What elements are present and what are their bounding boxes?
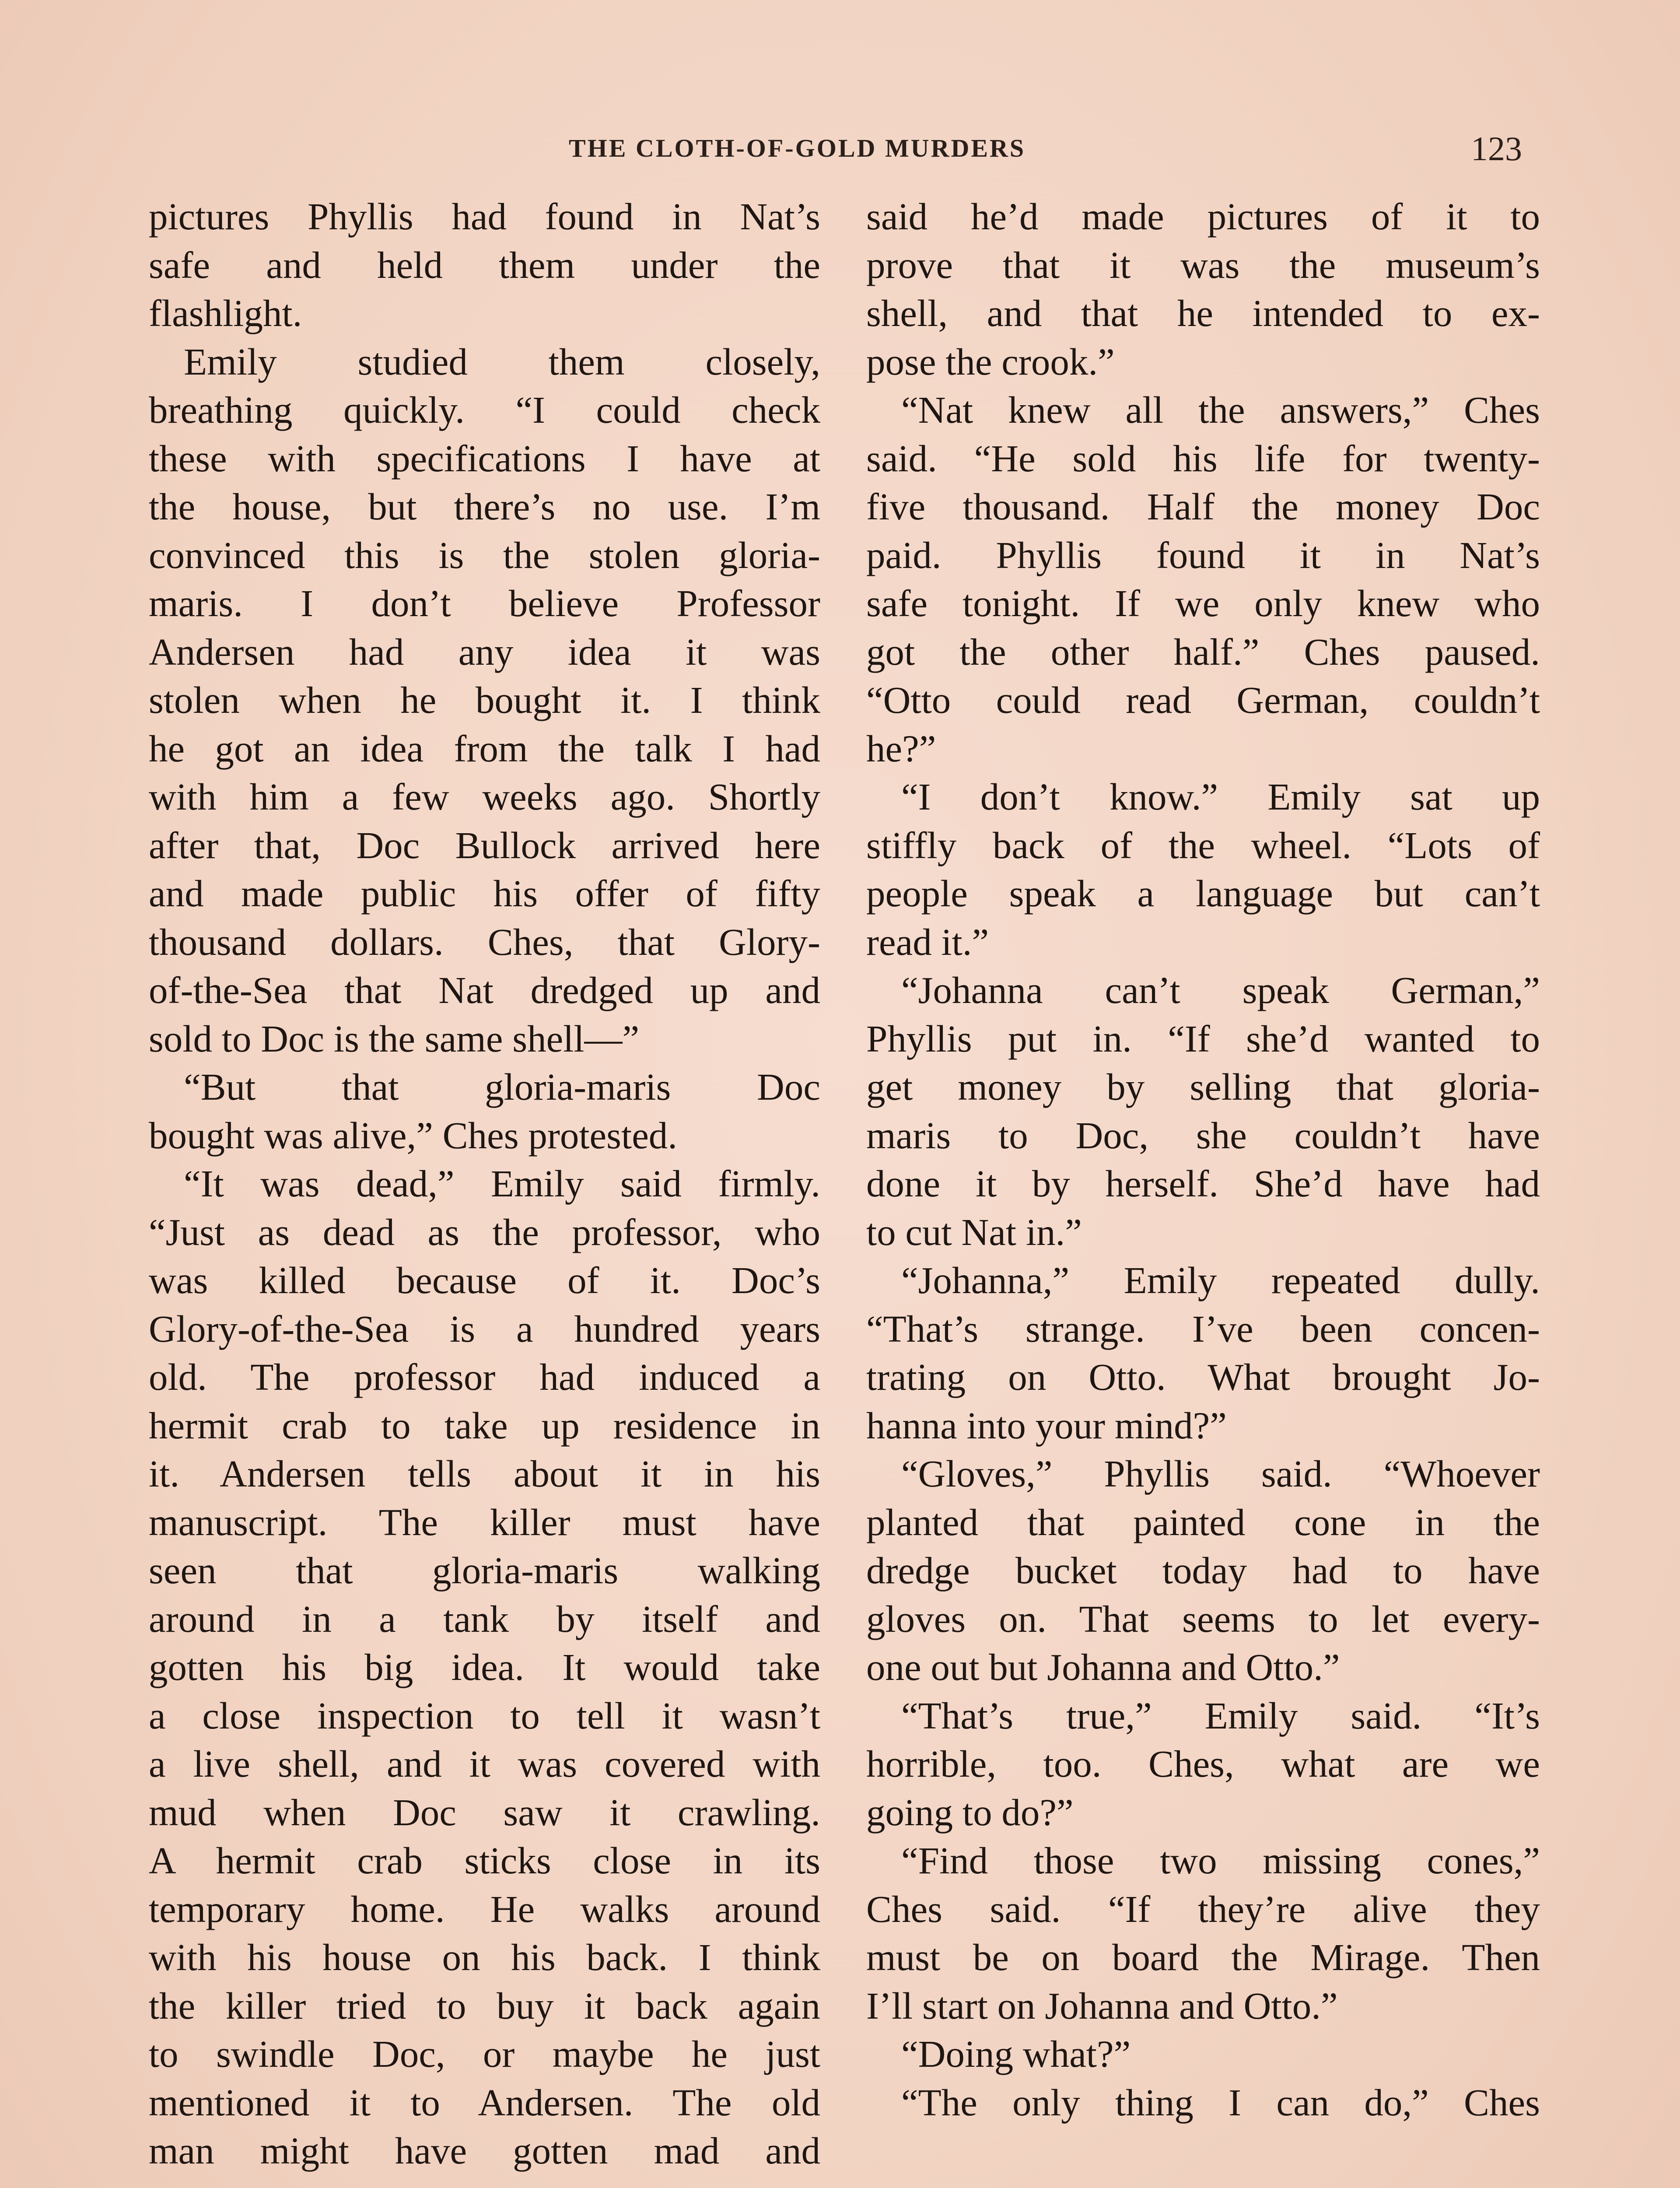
text-line: breathing quickly. “I could check — [149, 389, 820, 431]
text-line: after that, Doc Bullock arrived here — [149, 824, 820, 866]
text-line: horrible, too. Ches, what are we — [866, 1743, 1540, 1785]
text-line: going to do?” — [866, 1791, 1074, 1834]
text-line: a live shell, and it was covered with — [149, 1743, 820, 1785]
text-line: Phyllis put in. “If she’d wanted to — [866, 1017, 1540, 1060]
text-line: A hermit crab sticks close in its — [149, 1839, 820, 1882]
text-line: “Gloves,” Phyllis said. “Whoever — [901, 1452, 1540, 1495]
text-line: “Otto could read German, couldn’t — [866, 679, 1540, 721]
text-line: thousand dollars. Ches, that Glory- — [149, 920, 820, 963]
text-line: “Just as dead as the professor, who — [149, 1210, 820, 1253]
text-line: “Nat knew all the answers,” Ches — [901, 389, 1540, 431]
text-line: these with specifications I have at — [149, 437, 820, 480]
text-line: must be on board the Mirage. Then — [866, 1936, 1540, 1978]
text-line: to cut Nat in.” — [866, 1210, 1082, 1253]
text-line: shell, and that he intended to ex- — [866, 292, 1540, 334]
left-text-column — [149, 193, 820, 2175]
text-line: he?” — [866, 727, 936, 770]
text-line: manuscript. The killer must have — [149, 1501, 820, 1543]
text-line: “Johanna,” Emily repeated dully. — [901, 1259, 1540, 1301]
text-line: pose the crook.” — [866, 340, 1115, 383]
text-line: hermit crab to take up residence in — [149, 1404, 820, 1447]
text-line: sold to Doc is the same shell—” — [149, 1017, 640, 1060]
text-line: got the other half.” Ches paused. — [866, 630, 1540, 673]
page-number: 123 — [1471, 130, 1522, 168]
text-line: planted that painted cone in the — [866, 1501, 1540, 1543]
text-line: the killer tried to buy it back again — [149, 1984, 820, 2027]
text-line: “That’s true,” Emily said. “It’s — [901, 1694, 1540, 1737]
right-text-column — [866, 193, 1540, 2127]
text-line: Andersen had any idea it was — [149, 630, 820, 673]
text-line: seen that gloria-maris walking — [149, 1549, 820, 1592]
text-line: and made public his offer of fifty — [149, 872, 820, 915]
text-line: Glory-of-the-Sea is a hundred years — [149, 1307, 820, 1350]
text-line: gloves on. That seems to let every- — [866, 1597, 1540, 1640]
text-line: Emily studied them closely, — [184, 340, 820, 383]
text-line: old. The professor had induced a — [149, 1356, 820, 1398]
text-line: “Find those two missing cones,” — [901, 1839, 1540, 1882]
text-line: trating on Otto. What brought Jo- — [866, 1356, 1540, 1398]
text-line: he got an idea from the talk I had — [149, 727, 820, 770]
text-line: “Doing what?” — [901, 2033, 1131, 2075]
text-line: “That’s strange. I’ve been concen- — [866, 1307, 1540, 1350]
text-line: mud when Doc saw it crawling. — [149, 1791, 820, 1834]
text-line: around in a tank by itself and — [149, 1597, 820, 1640]
running-title: THE CLOTH-OF-GOLD MURDERS — [569, 134, 1026, 162]
text-line: stiffly back of the wheel. “Lots of — [866, 824, 1540, 866]
text-line: “Johanna can’t speak German,” — [901, 969, 1540, 1011]
text-line: “I don’t know.” Emily sat up — [901, 775, 1540, 818]
text-line: said. “He sold his life for twenty- — [866, 437, 1540, 480]
text-line: maris to Doc, she couldn’t have — [866, 1114, 1540, 1157]
text-line: done it by herself. She’d have had — [866, 1162, 1540, 1205]
text-line: with his house on his back. I think — [149, 1936, 820, 1978]
text-line: the house, but there’s no use. I’m — [149, 485, 820, 528]
text-line: “It was dead,” Emily said firmly. — [184, 1162, 820, 1205]
text-line: one out but Johanna and Otto.” — [866, 1646, 1340, 1688]
text-line: Ches said. “If they’re alive they — [866, 1887, 1540, 1930]
text-line: temporary home. He walks around — [149, 1887, 820, 1930]
text-line: bought was alive,” Ches protested. — [149, 1114, 678, 1157]
text-line: maris. I don’t believe Professor — [149, 582, 820, 624]
text-line: pictures Phyllis had found in Nat’s — [149, 195, 820, 238]
text-line: said he’d made pictures of it to — [866, 195, 1540, 238]
text-line: was killed because of it. Doc’s — [149, 1259, 820, 1301]
text-line: it. Andersen tells about it in his — [149, 1452, 820, 1495]
text-line: “The only thing I can do,” Ches — [901, 2081, 1540, 2124]
text-line: prove that it was the museum’s — [866, 243, 1540, 286]
text-line: stolen when he bought it. I think — [149, 679, 820, 721]
text-line: convinced this is the stolen gloria- — [149, 533, 820, 576]
text-line: “But that gloria-maris Doc — [184, 1066, 820, 1108]
text-line: a close inspection to tell it wasn’t — [149, 1694, 820, 1737]
text-line: paid. Phyllis found it in Nat’s — [866, 533, 1540, 576]
text-line: gotten his big idea. It would take — [149, 1646, 820, 1688]
text-line: read it.” — [866, 920, 989, 963]
text-line: safe and held them under the — [149, 243, 820, 286]
text-line: safe tonight. If we only knew who — [866, 582, 1540, 624]
text-line: man might have gotten mad and — [149, 2129, 820, 2172]
text-line: to swindle Doc, or maybe he just — [149, 2033, 820, 2075]
text-line: flashlight. — [149, 292, 302, 334]
text-line: get money by selling that gloria- — [866, 1066, 1540, 1108]
text-line: hanna into your mind?” — [866, 1404, 1227, 1447]
text-line: I’ll start on Johanna and Otto.” — [866, 1984, 1338, 2027]
text-line: of-the-Sea that Nat dredged up and — [149, 969, 820, 1011]
text-line: dredge bucket today had to have — [866, 1549, 1540, 1592]
text-line: with him a few weeks ago. Shortly — [149, 775, 820, 818]
text-line: mentioned it to Andersen. The old — [149, 2081, 820, 2124]
text-line: five thousand. Half the money Doc — [866, 485, 1540, 528]
text-line: people speak a language but can’t — [866, 872, 1540, 915]
